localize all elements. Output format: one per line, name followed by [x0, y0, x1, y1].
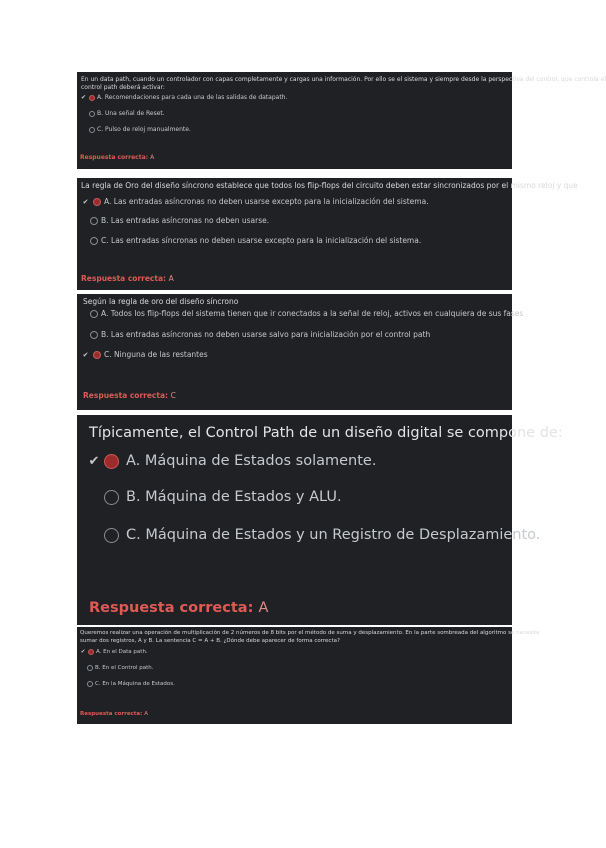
option-text: Las entradas asíncronas no deben usarse salvo para inicialización por el control path [110, 330, 431, 339]
radio-selected-icon[interactable] [93, 198, 101, 206]
radio-icon[interactable] [87, 681, 93, 687]
option-letter: B. [95, 665, 101, 671]
question-card-2 [77, 178, 578, 290]
question-card-1 [77, 72, 606, 169]
answer-value: A [150, 154, 155, 161]
option-text: Recomendaciones para cada una de las salidas de datapath. [104, 94, 288, 101]
answer-value: A [168, 274, 174, 283]
question-text: Queremos realizar una operación de multiplicación de 2 números de 8 bits por el método de suma y desplazamiento. En la parte sombreada del algoritmo se necesita [80, 630, 540, 636]
option-text: Pulso de reloj manualmente. [105, 126, 191, 133]
option-b[interactable] [90, 216, 269, 225]
option-c[interactable] [104, 527, 540, 543]
option-letter: C. [97, 126, 104, 133]
option-b[interactable] [87, 665, 154, 671]
option-text: En la Máquina de Estados. [102, 681, 175, 687]
answer-label: Respuesta correcta: [80, 154, 149, 161]
option-a[interactable] [80, 94, 287, 101]
option-text: Ninguna de las restantes [114, 350, 208, 359]
option-letter: C. [126, 527, 141, 543]
option-letter: A. [96, 649, 102, 655]
radio-selected-icon[interactable] [93, 351, 101, 359]
radio-icon[interactable] [89, 127, 95, 133]
question-card-4 [77, 415, 563, 625]
option-letter: A. [97, 94, 103, 101]
radio-icon[interactable] [90, 310, 98, 318]
question-text: Típicamente, el Control Path de un diseño digital se compone de: [89, 425, 563, 441]
question-text-line-2: sumar dos registros, A y B. La sentencia C = A + B. ¿Dónde debe aparecer de forma correcta? [80, 638, 340, 644]
option-letter: B. [101, 216, 109, 225]
option-b[interactable] [104, 489, 342, 505]
radio-icon[interactable] [104, 528, 119, 543]
answer-label: Respuesta correcta: [83, 391, 169, 400]
option-text: Las entradas asíncronas no deben usarse. [110, 216, 270, 225]
option-text: Máquina de Estados solamente. [144, 453, 377, 469]
correct-answer [80, 154, 154, 161]
answer-value: A [258, 600, 269, 616]
option-text: Las entradas síncronas no deben usarse excepto para la inicialización del sistema. [111, 236, 422, 245]
question-card-5 [77, 627, 540, 724]
option-a[interactable] [87, 453, 376, 469]
option-b[interactable] [89, 110, 165, 117]
option-letter: A. [104, 197, 112, 206]
option-a[interactable] [80, 649, 148, 655]
option-text: Una señal de Reset. [104, 110, 165, 117]
radio-icon[interactable] [90, 331, 98, 339]
radio-icon[interactable] [89, 111, 95, 117]
correct-answer [83, 391, 176, 400]
question-card-3 [77, 294, 524, 410]
radio-selected-icon[interactable] [88, 649, 94, 655]
option-a[interactable] [90, 309, 523, 318]
option-b[interactable] [90, 330, 430, 339]
question-text: Según la regla de oro del diseño síncrono [83, 297, 239, 306]
check-icon: ✔ [80, 649, 86, 655]
option-letter: A. [126, 453, 141, 469]
option-text: En el Control path. [102, 665, 154, 671]
option-letter: C. [104, 350, 112, 359]
check-icon: ✔ [82, 197, 89, 206]
option-text: Máquina de Estados y ALU. [145, 489, 342, 505]
option-letter: C. [95, 681, 101, 687]
option-c[interactable] [90, 236, 421, 245]
option-c[interactable] [87, 681, 175, 687]
radio-selected-icon[interactable] [89, 95, 95, 101]
option-letter: A. [101, 309, 109, 318]
option-text: Máquina de Estados y un Registro de Desplazamiento. [145, 527, 541, 543]
option-a[interactable] [81, 197, 429, 206]
option-letter: B. [97, 110, 104, 117]
answer-value: C [170, 391, 176, 400]
option-letter: B. [101, 330, 109, 339]
option-text: En el Data path. [103, 649, 148, 655]
correct-answer [80, 711, 148, 717]
correct-answer [89, 600, 268, 616]
option-text: Las entradas asíncronas no deben usarse excepto para la inicialización del sistema. [113, 197, 429, 206]
check-icon: ✔ [88, 453, 100, 469]
answer-label: Respuesta correcta: [80, 711, 143, 717]
question-text: La regla de Oro del diseño síncrono establece que todos los flip-flops del circuito deben estar sincronizados por el mismo reloj y que [81, 181, 578, 190]
option-text: Todos los flip-flops del sistema tienen que ir conectados a la señal de reloj, activos en cualquiera de sus fases [110, 309, 524, 318]
check-icon: ✔ [82, 350, 89, 359]
radio-icon[interactable] [104, 490, 119, 505]
option-letter: C. [101, 236, 109, 245]
answer-label: Respuesta correcta: [89, 600, 254, 616]
correct-answer [81, 274, 174, 283]
option-letter: B. [126, 489, 141, 505]
check-icon: ✔ [80, 94, 87, 101]
answer-value: A [144, 711, 149, 717]
radio-icon[interactable] [90, 237, 98, 245]
radio-icon[interactable] [87, 665, 93, 671]
question-text: En un data path, cuando un controlador con capas completamente y cargas una información. Por ello se el sistema y siempre desde la perspectiva del control, que controla el [81, 76, 606, 83]
option-c[interactable] [89, 126, 191, 133]
question-text-line-2: control path deberá activar: [81, 84, 165, 91]
radio-selected-icon[interactable] [104, 454, 119, 469]
option-c[interactable] [81, 350, 208, 359]
radio-icon[interactable] [90, 217, 98, 225]
answer-label: Respuesta correcta: [81, 274, 167, 283]
